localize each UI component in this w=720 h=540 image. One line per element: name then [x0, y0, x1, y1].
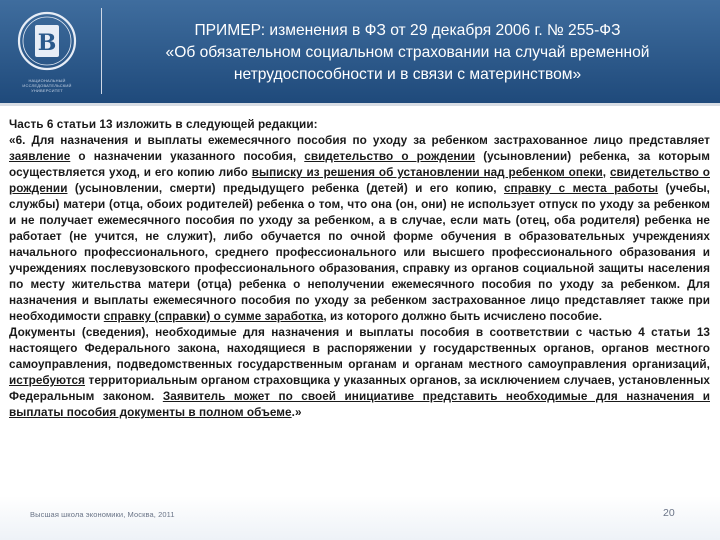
underlined-term: Заявитель может по своей инициативе представить необходимые для назначения и выплаты пособия документы в полном объеме: [9, 390, 710, 419]
footer-institution: Высшая школа экономики, Москва, 2011: [30, 510, 175, 519]
text-run: , из которого должно быть исчислено пособие.: [323, 310, 603, 323]
paragraph-2: [9, 325, 710, 421]
underlined-term: справку (справки) о сумме заработка: [103, 310, 324, 323]
underlined-term: выписку из решения об установлении над ребенком опеки: [251, 166, 603, 179]
slide-title: [110, 20, 705, 86]
slide-header: [0, 0, 720, 106]
text-run: «6. Для назначения и выплаты ежемесячного пособия по уходу за ребенком застрахованное лицо представляет: [9, 134, 710, 147]
text-run: (усыновлении) ребенка, за которым осуществляется уход, и его копию либо: [9, 150, 710, 179]
underlined-term: свидетельство о рождении: [9, 166, 710, 195]
hse-logo: [6, 6, 88, 92]
text-run: (учебы, службы) матери (отца, обоих родителей) ребенка о том, что она (он, они) не использует отпуск по уходу за ребенком и не получает ежемесячного пособия по уходу за ребенком, а в случае, если мать (отец, оба родителя) ребенка не работает (не учится, не служит), либо обучается по очной форме обучения в образовательных учреждениях начального профессионального, среднего профессионального или высшего профессионального образования и учреждениях послевузовского профессионального образования, справку из органов социальной защиты населения по месту жительства матери (отца) ребенка о неполучении ежемесячного пособия по уходу за ребенком. Для назначения и выплаты ежемесячного пособия по уходу за ребенком застрахованное лицо представляет также при необходимости: [9, 182, 711, 323]
title-line-1: ПРИМЕР: изменения в ФЗ от 29 декабря 2006 г. № 255-ФЗ: [194, 22, 621, 39]
logo-caption-line1: НАЦИОНАЛЬНЫЙ ИССЛЕДОВАТЕЛЬСКИЙ: [22, 78, 72, 88]
svg-text:В: В: [37, 30, 57, 56]
text-run: ,: [602, 166, 610, 179]
underlined-term: свидетельство о рождении: [304, 150, 476, 163]
text-run: (усыновлении, смерти) предыдущего ребенка (детей) и его копию,: [67, 182, 504, 195]
page-number: 20: [663, 507, 675, 519]
text-run: Документы (сведения), необходимые для назначения и выплаты пособия в соответствии с частью 4 статьи 13 настоящего Федерального закона, находящиеся в распоряжении у государственных органов, органов местного самоуправления, подведомственных государственным органам и органам местного самоуправления организаций,: [9, 326, 710, 371]
underlined-term: справку с места работы: [503, 182, 659, 195]
intro-line: Часть 6 статьи 13 изложить в следующей редакции:: [9, 118, 318, 131]
text-run: территориальным органом страховщика у указанных органов, за исключением случаев, установленных Федеральным законом.: [9, 374, 710, 403]
paragraph-1: [9, 133, 710, 325]
article-text: [9, 117, 710, 421]
hse-emblem-icon: [6, 6, 88, 76]
title-line-2: «Об обязательном социальном страховании на случай временной: [165, 44, 650, 61]
logo-caption-line2: УНИВЕРСИТЕТ: [31, 88, 63, 93]
header-divider: [101, 8, 102, 94]
underlined-term: истребуются: [9, 374, 85, 387]
logo-caption: [6, 78, 88, 93]
title-line-3: нетрудоспособности и в связи с материнством»: [233, 66, 582, 83]
text-run: .»: [291, 406, 302, 419]
underlined-term: заявление: [9, 150, 71, 163]
text-run: о назначении указанного пособия,: [70, 150, 305, 163]
